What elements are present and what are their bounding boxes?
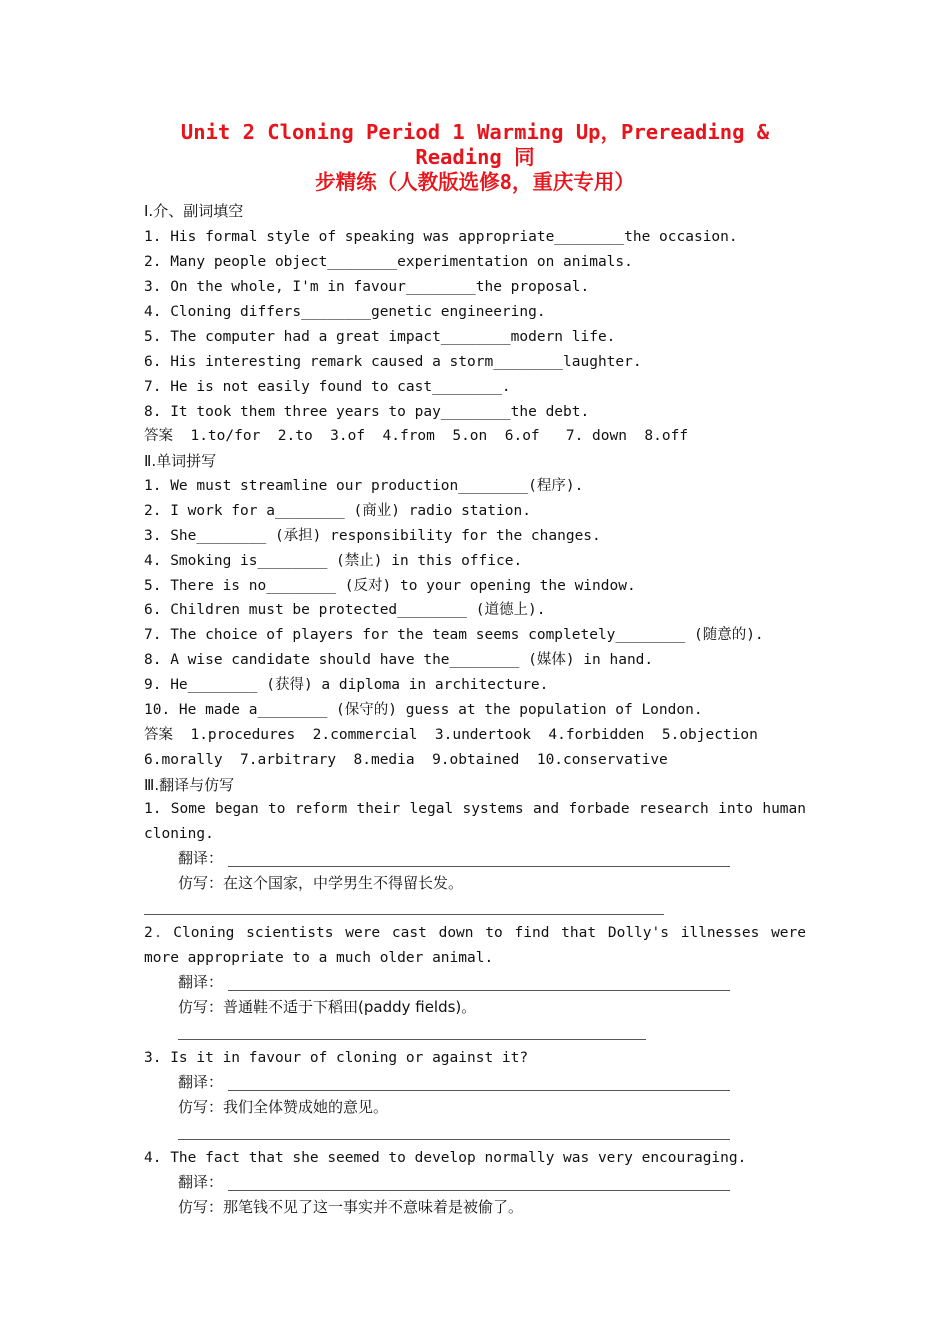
s2-answer-line-1: 答案 1.procedures 2.commercial 3.undertook 4.forbidden 5.objection xyxy=(144,727,758,743)
s3-question-4: 4. The fact that she seemed to develop normally was very encouraging. xyxy=(144,1150,747,1166)
s3-question-2: 2．Cloning scientists were cast down to find that Dolly's illnesses were more appropriate to a much older animal. xyxy=(144,925,806,966)
s2-item-9: 9. He________ (获得) a diploma in architecture. xyxy=(144,677,549,693)
s3-q1-imitate-line xyxy=(144,914,664,915)
s2-item-6: 6. Children must be protected________ (道德上). xyxy=(144,602,546,618)
s2-item-5: 5. There is no________ (反对) to your opening the window. xyxy=(144,578,636,594)
s3-q4-translate-line xyxy=(228,1190,730,1191)
s1-item-7: 7. He is not easily found to cast________. xyxy=(144,379,511,395)
s1-item-4: 4. Cloning differs________genetic engineering. xyxy=(144,304,546,320)
s3-q1-imitate: 仿写：在这个国家，中学男生不得留长发。 xyxy=(178,874,464,892)
s3-q2-imitate: 仿写：普通鞋不适于下稻田(paddy fields)。 xyxy=(178,998,477,1016)
s3-q3-translate-line xyxy=(228,1090,730,1091)
s2-item-10: 10. He made a________ (保守的) guess at the population of London. xyxy=(144,702,703,718)
s3-q3-imitate-line xyxy=(178,1139,730,1140)
s3-q2-translate-line xyxy=(228,990,730,991)
s1-item-2: 2. Many people object________experimentation on animals. xyxy=(144,254,633,270)
s2-item-1: 1. We must streamline our production________(程序). xyxy=(144,478,584,494)
s1-item-8: 8. It took them three years to pay________the debt. xyxy=(144,404,590,420)
s2-item-8: 8. A wise candidate should have the________ (媒体) in hand. xyxy=(144,652,654,668)
s3-q4-imitate: 仿写：那笔钱不见了这一事实并不意味着是被偷了。 xyxy=(178,1198,524,1216)
document-title xyxy=(140,120,810,195)
s2-item-2: 2. I work for a________ (商业) radio station. xyxy=(144,503,531,519)
title-line-2: 步精练（人教版选修8，重庆专用） xyxy=(315,170,635,194)
section-3-heading: Ⅲ.翻译与仿写 xyxy=(144,776,235,794)
s3-q3-imitate: 仿写：我们全体赞成她的意见。 xyxy=(178,1098,389,1116)
s3-q1-translate-line xyxy=(228,866,730,867)
s2-answer-line-2: 6.morally 7.arbitrary 8.media 9.obtained 10.conservative xyxy=(144,752,668,768)
s2-item-3: 3. She________ (承担) responsibility for the changes. xyxy=(144,528,601,544)
s3-question-3: 3. Is it in favour of cloning or against it? xyxy=(144,1050,529,1066)
s3-q3-translate-label: 翻译： xyxy=(178,1073,224,1091)
s1-answer: 答案 1.to/for 2.to 3.of 4.from 5.on 6.of 7. down 8.off xyxy=(144,428,689,444)
section-1-heading: I.介、副词填空 xyxy=(144,202,244,220)
s1-item-1: 1. His formal style of speaking was appropriate________the occasion. xyxy=(144,229,738,245)
s1-item-6: 6. His interesting remark caused a storm________laughter. xyxy=(144,354,642,370)
s2-item-7: 7. The choice of players for the team seems completely________ (随意的). xyxy=(144,627,764,643)
s3-q2-imitate-line xyxy=(178,1039,646,1040)
s3-q4-translate-label: 翻译： xyxy=(178,1173,224,1191)
section-2-heading: Ⅱ.单词拼写 xyxy=(144,452,217,470)
s1-item-5: 5. The computer had a great impact________modern life. xyxy=(144,329,616,345)
s3-question-1: 1. Some began to reform their legal systems and forbade research into human cloning. xyxy=(144,801,806,842)
title-line-1: Unit 2 Cloning Period 1 Warming Up，Prereading & Reading 同 xyxy=(180,120,770,169)
s3-q2-translate-label: 翻译： xyxy=(178,973,224,991)
s2-item-4: 4. Smoking is________ (禁止) in this office. xyxy=(144,553,523,569)
s1-item-3: 3. On the whole, I'm in favour________the proposal. xyxy=(144,279,590,295)
s3-q1-translate-label: 翻译： xyxy=(178,849,224,867)
